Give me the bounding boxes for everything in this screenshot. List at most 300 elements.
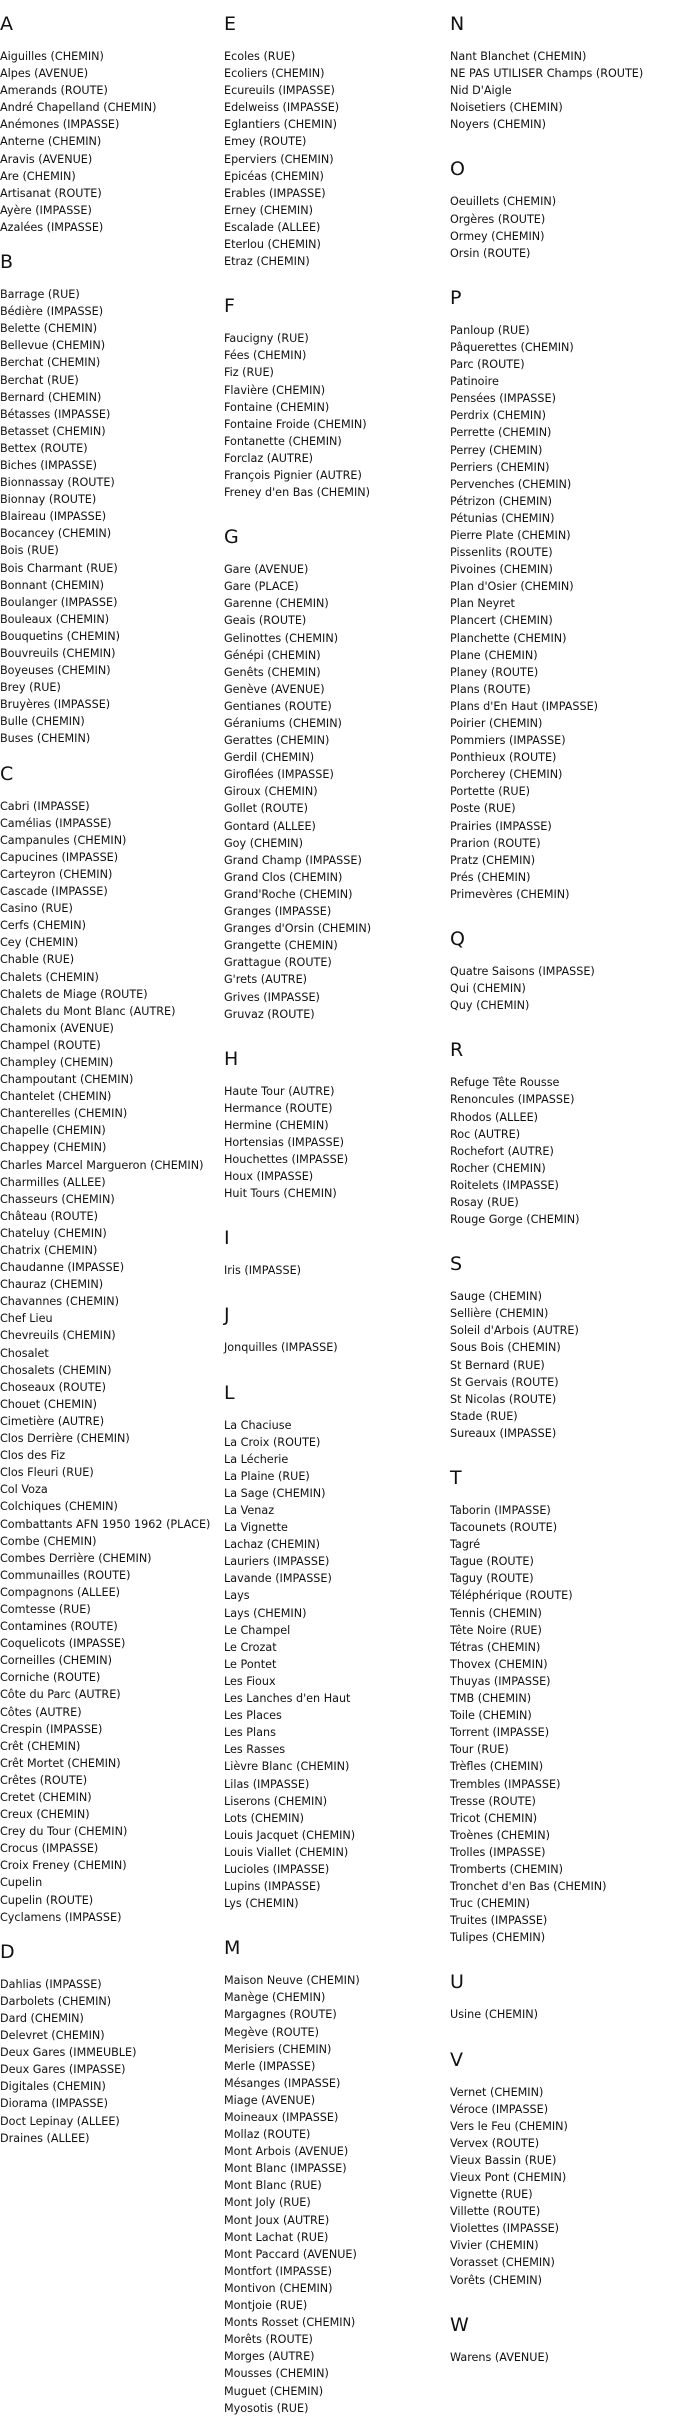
street-list	[450, 1502, 675, 1946]
street-name: Doct Lepinay (ALLEE)	[0, 2114, 120, 2128]
street-name: Lays (CHEMIN)	[224, 1606, 307, 1620]
street-name: Edelweiss (IMPASSE)	[224, 101, 340, 115]
letter-section-r	[450, 1014, 675, 1228]
street-name: Tête Noire (RUE)	[450, 1623, 542, 1637]
street-name: Digitales (CHEMIN)	[0, 2080, 106, 2094]
street-name: Clos Derrière (CHEMIN)	[0, 1432, 130, 1446]
letter-section-f	[224, 270, 444, 501]
street-name: Goy (CHEMIN)	[224, 836, 304, 850]
street-name: Chosalet	[0, 1346, 49, 1360]
street-name: Grangette (CHEMIN)	[224, 939, 338, 953]
street-name: Clos des Fiz	[0, 1449, 66, 1463]
street-name: Chappey (CHEMIN)	[0, 1141, 107, 1155]
street-name: Mont Lachat (RUE)	[224, 2230, 329, 2244]
street-name: Gare (AVENUE)	[224, 563, 309, 577]
street-name: Véroce (IMPASSE)	[450, 2102, 549, 2116]
street-name: Perrette (CHEMIN)	[450, 426, 552, 440]
street-name: Chef Lieu	[0, 1312, 53, 1326]
street-name: Quatre Saisons (IMPASSE)	[450, 965, 595, 979]
street-name: La Croix (ROUTE)	[224, 1435, 321, 1449]
street-name: La Plaine (RUE)	[224, 1469, 310, 1483]
street-name: Les Places	[224, 1709, 282, 1723]
street-name: Crêtes (ROUTE)	[0, 1773, 88, 1787]
street-name: Plan Neyret	[450, 597, 515, 611]
street-name: Corniche (ROUTE)	[0, 1671, 101, 1685]
street-list	[450, 963, 675, 1014]
street-name: Tresse (ROUTE)	[450, 1794, 536, 1808]
street-name: Manège (CHEMIN)	[224, 1991, 326, 2005]
street-name: Myosotis (RUE)	[224, 2401, 309, 2415]
street-name: Bouleaux (CHEMIN)	[0, 612, 110, 626]
street-list	[224, 48, 444, 270]
street-name: Carteyron (CHEMIN)	[0, 867, 113, 881]
street-name: Prarion (ROUTE)	[450, 836, 541, 850]
street-name: La Vignette	[224, 1521, 288, 1535]
street-name: Boyeuses (CHEMIN)	[0, 664, 111, 678]
street-name: Eperviers (CHEMIN)	[224, 152, 334, 166]
street-name: Ecoles (RUE)	[224, 50, 296, 63]
street-name: Sureaux (IMPASSE)	[450, 1426, 557, 1440]
street-name: Belette (CHEMIN)	[0, 322, 98, 336]
street-name: Lièvre Blanc (CHEMIN)	[224, 1760, 350, 1774]
street-name: Granges d'Orsin (CHEMIN)	[224, 922, 372, 936]
street-name: Thuyas (IMPASSE)	[450, 1674, 551, 1688]
street-name: Plan d'Osier (CHEMIN)	[450, 580, 574, 594]
street-name: Margagnes (ROUTE)	[224, 2008, 337, 2022]
street-name: Patinoire	[450, 375, 499, 389]
street-name: Genève (AVENUE)	[224, 682, 325, 696]
street-name: Côte du Parc (AUTRE)	[0, 1688, 121, 1702]
letter-section-a	[0, 0, 215, 236]
street-name: Eterlou (CHEMIN)	[224, 238, 321, 252]
street-name: Ecoliers (CHEMIN)	[224, 67, 325, 81]
street-name: Lots (CHEMIN)	[224, 1811, 304, 1825]
street-name: Soleil d'Arbois (AUTRE)	[450, 1324, 579, 1338]
street-name: Lupins (IMPASSE)	[224, 1880, 321, 1894]
street-name: Gerdil (CHEMIN)	[224, 751, 315, 765]
street-name: Anémones (IMPASSE)	[0, 118, 120, 132]
street-name: Chanterelles (CHEMIN)	[0, 1107, 128, 1121]
street-name: Jonquilles (IMPASSE)	[224, 1341, 338, 1355]
street-name: Tétras (CHEMIN)	[450, 1640, 541, 1654]
street-name: Plans (ROUTE)	[450, 682, 531, 696]
street-name: Hermance (ROUTE)	[224, 1101, 333, 1115]
letter-heading: W	[450, 2313, 469, 2336]
street-list	[0, 286, 215, 748]
street-name: Fontaine (CHEMIN)	[224, 400, 330, 414]
street-name: Bernard (CHEMIN)	[0, 390, 102, 404]
street-name: TMB (CHEMIN)	[450, 1692, 532, 1706]
street-name: Monts Rosset (CHEMIN)	[224, 2316, 356, 2330]
street-name: Bettex (ROUTE)	[0, 441, 88, 455]
street-name: Darbolets (CHEMIN)	[0, 1994, 112, 2008]
street-name: Erables (IMPASSE)	[224, 186, 326, 200]
street-name: Bois (RUE)	[0, 544, 59, 558]
street-name: Cascade (IMPASSE)	[0, 885, 108, 899]
street-list	[450, 2006, 675, 2023]
letter-heading: C	[0, 762, 14, 785]
street-name: Cey (CHEMIN)	[0, 936, 79, 950]
street-name: Escalade (ALLEE)	[224, 220, 321, 234]
street-name: Ormey (CHEMIN)	[450, 229, 545, 243]
street-list	[0, 1976, 215, 2147]
street-name: La Venaz	[224, 1504, 275, 1517]
street-name: Gentianes (ROUTE)	[224, 699, 332, 713]
letter-section-b	[0, 236, 215, 748]
street-name: Téléphérique (ROUTE)	[450, 1589, 573, 1603]
street-name: Perrey (CHEMIN)	[450, 443, 543, 457]
street-name: Perriers (CHEMIN)	[450, 460, 550, 474]
street-name: Vernet (CHEMIN)	[450, 2085, 544, 2099]
street-name: Trèfles (CHEMIN)	[450, 1760, 544, 1774]
letter-section-u	[450, 1946, 675, 2023]
street-name: Chasseurs (CHEMIN)	[0, 1192, 115, 1206]
street-name: Etraz (CHEMIN)	[224, 255, 310, 269]
street-name: Merle (IMPASSE)	[224, 2059, 316, 2073]
street-name: Château (ROUTE)	[0, 1209, 98, 1223]
street-name: Chevreuils (CHEMIN)	[0, 1329, 116, 1343]
street-name: Noyers (CHEMIN)	[450, 118, 547, 132]
street-name: Choseaux (ROUTE)	[0, 1380, 106, 1394]
street-name: Géraniums (CHEMIN)	[224, 717, 342, 730]
street-name: Charmilles (ALLEE)	[0, 1175, 106, 1189]
street-name: Violettes (IMPASSE)	[450, 2222, 560, 2236]
street-name: La Chaciuse	[224, 1418, 292, 1432]
street-name: Communailles (ROUTE)	[0, 1568, 131, 1582]
street-name: Rochefort (AUTRE)	[450, 1144, 554, 1158]
street-name: Contamines (ROUTE)	[0, 1620, 118, 1634]
street-name: Warens (AVENUE)	[450, 2350, 549, 2364]
street-name: Berchat (RUE)	[0, 373, 79, 387]
street-name: Pervenches (CHEMIN)	[450, 477, 572, 491]
letter-heading: U	[450, 1971, 464, 1994]
letter-heading: A	[0, 13, 13, 35]
street-name: Lucioles (IMPASSE)	[224, 1862, 330, 1876]
street-name: Taguy (ROUTE)	[450, 1572, 534, 1586]
street-name: St Gervais (ROUTE)	[450, 1375, 559, 1389]
street-name: Tulipes (CHEMIN)	[450, 1931, 546, 1945]
street-name: Plane (CHEMIN)	[450, 648, 538, 662]
street-name: Berchat (CHEMIN)	[0, 356, 101, 370]
street-name: Colchiques (CHEMIN)	[0, 1500, 118, 1514]
letter-heading: L	[224, 1381, 235, 1404]
street-name: Toile (CHEMIN)	[450, 1709, 532, 1723]
street-name: Portette (RUE)	[450, 785, 531, 799]
street-name: Garenne (CHEMIN)	[224, 597, 329, 611]
street-name: Houx (IMPASSE)	[224, 1170, 314, 1184]
street-name: Mont Joux (AUTRE)	[224, 2213, 330, 2227]
street-name: Amerands (ROUTE)	[0, 84, 108, 98]
street-list	[450, 1288, 675, 1442]
street-list	[450, 193, 675, 261]
street-name: Vieux Pont (CHEMIN)	[450, 2171, 567, 2184]
letter-section-n	[450, 0, 675, 133]
street-name: Planchette (CHEMIN)	[450, 631, 567, 645]
street-name: Grattague (ROUTE)	[224, 956, 332, 970]
letter-heading: B	[0, 251, 14, 274]
street-name: Lauriers (IMPASSE)	[224, 1555, 330, 1569]
street-name: Barrage (RUE)	[0, 288, 80, 302]
street-name: Pétrizon (CHEMIN)	[450, 494, 553, 508]
street-name: Miage (AVENUE)	[224, 2093, 316, 2107]
street-name: Aiguilles (CHEMIN)	[0, 50, 104, 63]
street-name: Montfort (IMPASSE)	[224, 2264, 332, 2278]
street-name: Chatrix (CHEMIN)	[0, 1244, 98, 1257]
street-name: Louis Jacquet (CHEMIN)	[224, 1828, 356, 1842]
letter-heading: J	[224, 1304, 230, 1327]
street-name: Fées (CHEMIN)	[224, 349, 307, 363]
street-name: Grand Clos (CHEMIN)	[224, 870, 343, 884]
street-name: Bionnassay (ROUTE)	[0, 476, 115, 490]
street-name: Genêts (CHEMIN)	[224, 665, 321, 679]
street-name: Fiz (RUE)	[224, 366, 274, 380]
letter-heading: P	[450, 286, 462, 309]
street-name: Planey (ROUTE)	[450, 665, 539, 679]
street-name: Delevret (CHEMIN)	[0, 2029, 105, 2043]
street-name: Crêt Mortet (CHEMIN)	[0, 1756, 121, 1770]
street-name: Aravis (AVENUE)	[0, 152, 93, 166]
street-name: NE PAS UTILISER Champs (ROUTE)	[450, 67, 644, 81]
street-name: Champley (CHEMIN)	[0, 1055, 114, 1069]
street-name: Grand'Roche (CHEMIN)	[224, 887, 353, 901]
street-name: Flavière (CHEMIN)	[224, 383, 326, 397]
street-name: Brey (RUE)	[0, 681, 61, 695]
street-name: Grand Champ (IMPASSE)	[224, 853, 362, 867]
street-name: Mont Arbois (AVENUE)	[224, 2145, 349, 2159]
street-name: Mésanges (IMPASSE)	[224, 2076, 341, 2090]
street-name: Compagnons (ALLEE)	[0, 1585, 121, 1599]
street-name: Chalets de Miage (ROUTE)	[0, 987, 148, 1001]
street-name: Sauge (CHEMIN)	[450, 1290, 542, 1304]
street-name: Lys (CHEMIN)	[224, 1897, 299, 1911]
street-name: Combes Derrière (CHEMIN)	[0, 1551, 152, 1565]
street-name: Hortensias (IMPASSE)	[224, 1135, 345, 1149]
street-name: Faucigny (RUE)	[224, 332, 309, 346]
street-name: Gruvaz (ROUTE)	[224, 1007, 315, 1021]
street-name: Creux (CHEMIN)	[0, 1808, 90, 1822]
street-name: Rhodos (ALLEE)	[450, 1110, 539, 1124]
street-name: Huit Tours (CHEMIN)	[224, 1187, 337, 1201]
street-name: Eglantiers (CHEMIN)	[224, 118, 337, 132]
street-list	[0, 798, 215, 1926]
street-name: Coquelicots (IMPASSE)	[0, 1637, 126, 1651]
street-name: Stade (RUE)	[450, 1409, 518, 1423]
letter-section-d	[0, 1926, 215, 2147]
street-name: Les Plans	[224, 1726, 276, 1740]
street-name: La Sage (CHEMIN)	[224, 1486, 326, 1500]
street-name: Trolles (IMPASSE)	[450, 1845, 546, 1859]
street-name: Betasset (CHEMIN)	[0, 424, 106, 438]
street-name: Dahlias (IMPASSE)	[0, 1977, 102, 1991]
letter-section-w	[450, 2289, 675, 2366]
street-name: Forclaz (AUTRE)	[224, 451, 314, 465]
street-name: Bocancey (CHEMIN)	[0, 527, 112, 541]
street-name: G'rets (AUTRE)	[224, 973, 307, 987]
street-name: Cupelin	[0, 1876, 43, 1890]
street-name: Casino (RUE)	[0, 902, 73, 916]
street-name: Perdrix (CHEMIN)	[450, 409, 546, 423]
street-name: Biches (IMPASSE)	[0, 458, 97, 472]
street-name: Deux Gares (IMPASSE)	[0, 2063, 126, 2077]
street-name: André Chapelland (CHEMIN)	[0, 101, 157, 115]
street-list	[0, 48, 215, 236]
street-name: Freney d'en Bas (CHEMIN)	[224, 486, 370, 500]
street-name: Pommiers (IMPASSE)	[450, 734, 566, 748]
street-name: Torrent (IMPASSE)	[450, 1726, 550, 1740]
street-name: Chalets du Mont Blanc (AUTRE)	[0, 1004, 176, 1018]
street-name: Vorasset (CHEMIN)	[450, 2256, 555, 2270]
street-name: Villette (ROUTE)	[450, 2205, 541, 2219]
street-name: Bédière (IMPASSE)	[0, 305, 104, 319]
street-name: Trembles (IMPASSE)	[450, 1777, 561, 1791]
street-list	[450, 2084, 675, 2289]
street-name: Artisanat (ROUTE)	[0, 186, 102, 200]
street-list	[450, 322, 675, 903]
street-name: Tour (RUE)	[450, 1743, 509, 1757]
street-name: Tronchet d'en Bas (CHEMIN)	[450, 1880, 607, 1894]
street-name: Rosay (RUE)	[450, 1195, 519, 1209]
street-name: Le Champel	[224, 1623, 291, 1637]
letter-section-e	[224, 0, 444, 270]
street-name: Tricot (CHEMIN)	[450, 1811, 538, 1825]
street-name: Taborin (IMPASSE)	[450, 1504, 551, 1517]
street-name: La Lécherie	[224, 1452, 289, 1466]
street-name: Charles Marcel Margueron (CHEMIN)	[0, 1158, 204, 1172]
letter-heading: Q	[450, 928, 465, 951]
letter-section-v	[450, 2024, 675, 2289]
street-list	[224, 1417, 444, 1913]
street-list	[224, 1262, 444, 1279]
street-name: Oeuillets (CHEMIN)	[450, 195, 557, 209]
street-name: Crêt (CHEMIN)	[0, 1739, 81, 1753]
street-index-column-1	[0, 0, 215, 2147]
letter-section-j	[224, 1279, 444, 1356]
street-name: Rocher (CHEMIN)	[450, 1161, 546, 1175]
letter-section-i	[224, 1202, 444, 1279]
street-name: Bruyères (IMPASSE)	[0, 698, 111, 712]
letter-heading: G	[224, 526, 239, 549]
letter-section-o	[450, 133, 675, 261]
street-name: Louis Viallet (CHEMIN)	[224, 1845, 349, 1859]
street-name: Truites (IMPASSE)	[450, 1914, 548, 1928]
street-name: Fontaine Froide (CHEMIN)	[224, 417, 367, 431]
street-name: St Nicolas (ROUTE)	[450, 1392, 557, 1406]
street-name: Boulanger (IMPASSE)	[0, 595, 118, 609]
street-name: Les Fioux	[224, 1674, 276, 1688]
street-name: Epicéas (CHEMIN)	[224, 169, 324, 183]
street-name: Chalets (CHEMIN)	[0, 970, 99, 984]
street-name: Gerattes (CHEMIN)	[224, 734, 330, 748]
street-name: Crey du Tour (CHEMIN)	[0, 1825, 128, 1839]
street-name: Les Rasses	[224, 1743, 286, 1757]
street-name: Tacounets (ROUTE)	[450, 1521, 558, 1535]
street-name: Champoutant (CHEMIN)	[0, 1073, 134, 1087]
street-name: Orgères (ROUTE)	[450, 212, 546, 226]
street-name: Clos Fleuri (RUE)	[0, 1466, 94, 1480]
street-name: Chateluy (CHEMIN)	[0, 1226, 107, 1240]
street-name: Vervex (ROUTE)	[450, 2136, 540, 2150]
street-name: Diorama (IMPASSE)	[0, 2097, 108, 2111]
letter-section-q	[450, 903, 675, 1014]
street-name: Are (CHEMIN)	[0, 169, 76, 183]
street-name: Merisiers (CHEMIN)	[224, 2042, 332, 2056]
street-name: Prairies (IMPASSE)	[450, 819, 552, 833]
street-name: Cretet (CHEMIN)	[0, 1791, 92, 1804]
street-name: Cerfs (CHEMIN)	[0, 919, 86, 933]
street-name: Bellevue (CHEMIN)	[0, 339, 106, 353]
street-name: Bouvreuils (CHEMIN)	[0, 647, 116, 660]
street-name: Panloup (RUE)	[450, 323, 530, 337]
street-name: Usine (CHEMIN)	[450, 2008, 538, 2022]
street-name: Chable (RUE)	[0, 953, 75, 967]
street-name: Côtes (AUTRE)	[0, 1705, 82, 1719]
letter-heading: O	[450, 158, 465, 181]
street-name: Pâquerettes (CHEMIN)	[450, 340, 574, 354]
street-name: Combattants AFN 1950 1962 (PLACE)	[0, 1517, 211, 1531]
street-name: Les Lanches d'en Haut	[224, 1692, 351, 1706]
street-name: Combe (CHEMIN)	[0, 1534, 97, 1548]
street-name: Buses (CHEMIN)	[0, 732, 91, 746]
street-name: Haute Tour (AUTRE)	[224, 1084, 335, 1098]
street-name: Chosalets (CHEMIN)	[0, 1363, 112, 1377]
street-name: Liserons (CHEMIN)	[224, 1794, 328, 1808]
street-name: Poste (RUE)	[450, 802, 516, 816]
street-name: Rouge Gorge (CHEMIN)	[450, 1213, 580, 1227]
street-name: Chapelle (CHEMIN)	[0, 1124, 106, 1138]
street-name: Campanules (CHEMIN)	[0, 833, 127, 847]
street-name: Montivon (CHEMIN)	[224, 2281, 333, 2295]
letter-section-l	[224, 1357, 444, 1913]
street-name: Muguet (CHEMIN)	[224, 2384, 324, 2398]
street-name: Anterne (CHEMIN)	[0, 135, 102, 149]
street-list	[224, 1083, 444, 1203]
street-name: Thovex (CHEMIN)	[450, 1657, 548, 1671]
street-name: Bionnay (ROUTE)	[0, 493, 97, 507]
street-name: Geais (ROUTE)	[224, 614, 307, 628]
street-name: Ecureuils (IMPASSE)	[224, 84, 335, 98]
letter-heading: E	[224, 13, 237, 35]
street-list	[224, 561, 444, 1023]
street-name: Cupelin (ROUTE)	[0, 1893, 94, 1907]
street-name: Col Voza	[0, 1483, 48, 1497]
letter-heading: H	[224, 1047, 239, 1070]
street-name: Iris (IMPASSE)	[224, 1264, 302, 1278]
street-name: Bonnant (CHEMIN)	[0, 578, 104, 592]
street-name: Parc (ROUTE)	[450, 358, 525, 372]
street-name: Alpes (AVENUE)	[0, 67, 89, 81]
street-name: Capucines (IMPASSE)	[0, 850, 119, 864]
letter-heading: D	[0, 1940, 15, 1963]
street-name: Crocus (IMPASSE)	[0, 1842, 99, 1856]
street-name: Nid D'Aigle	[450, 84, 512, 98]
street-name: Orsin (ROUTE)	[450, 246, 531, 260]
street-name: Primevères (CHEMIN)	[450, 887, 570, 901]
street-name: Mont Paccard (AVENUE)	[224, 2247, 357, 2261]
street-name: Refuge Tête Rousse	[450, 1076, 560, 1090]
street-name: Chouet (CHEMIN)	[0, 1397, 98, 1411]
street-name: Houchettes (IMPASSE)	[224, 1153, 349, 1167]
letter-heading: S	[450, 1253, 463, 1276]
street-name: Chantelet (CHEMIN)	[0, 1090, 112, 1104]
street-name: Qui (CHEMIN)	[450, 982, 526, 996]
street-name: Plancert (CHEMIN)	[450, 614, 553, 628]
letter-heading: N	[450, 13, 465, 35]
street-name: Vers le Feu (CHEMIN)	[450, 2119, 568, 2133]
street-name: Chaudanne (IMPASSE)	[0, 1261, 125, 1275]
street-name: Comtesse (RUE)	[0, 1602, 91, 1616]
street-name: Le Pontet	[224, 1657, 277, 1671]
street-name: Corneilles (CHEMIN)	[0, 1654, 112, 1668]
